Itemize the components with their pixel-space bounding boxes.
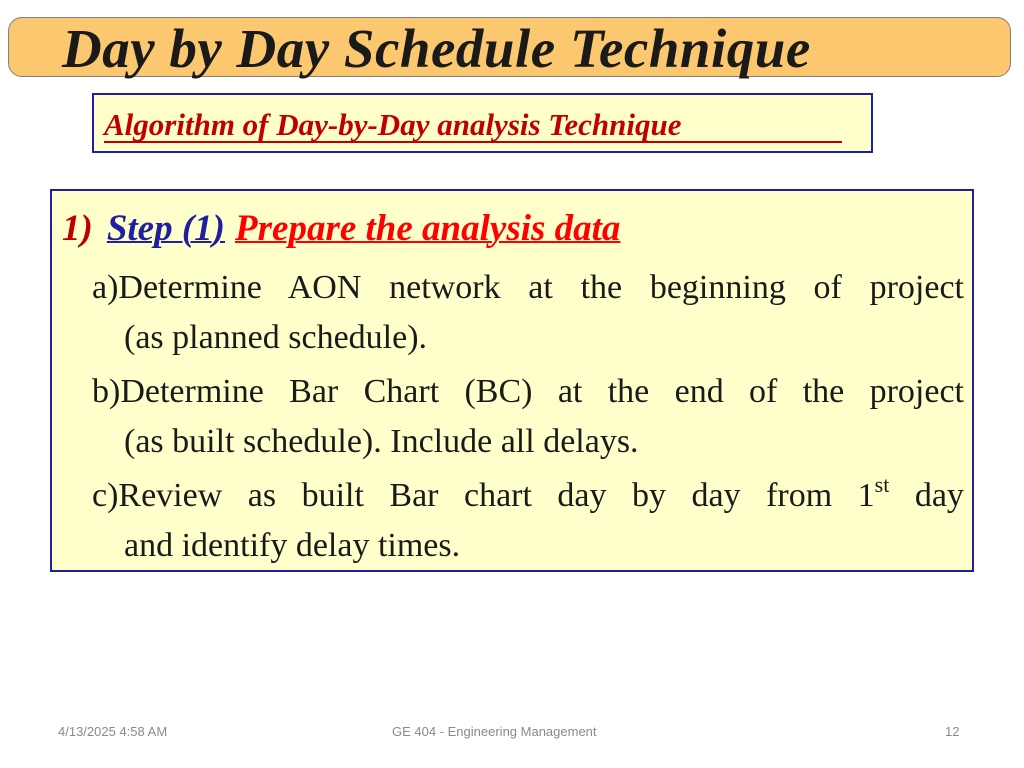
list-item-c [92, 471, 964, 571]
subtitle: Algorithm of Day-by-Day analysis Technique [104, 107, 682, 142]
item-c-word: day [557, 477, 607, 514]
item-a-line1: a)Determine AON network at the beginning of project [92, 269, 964, 306]
step-number: 1) [62, 208, 93, 249]
list-item-b [92, 367, 964, 467]
subtitle-box [92, 93, 873, 153]
item-c-word: as [247, 477, 277, 514]
footer-course: GE 404 - Engineering Management [392, 724, 597, 739]
item-c-word: from [766, 477, 833, 514]
step-description: Prepare the analysis data [235, 208, 621, 249]
item-c-word: built [301, 477, 364, 514]
slide-title: Day by Day Schedule Technique [62, 18, 811, 79]
content-box [50, 189, 974, 572]
item-c-word: chart [463, 477, 532, 514]
footer-page-number: 12 [945, 724, 960, 739]
item-a-line2: (as planned schedule). [124, 319, 428, 356]
item-c-line1 [92, 471, 964, 521]
subtitle-underline [104, 141, 842, 143]
item-c-word: by [632, 477, 666, 514]
item-c-word: day [691, 477, 741, 514]
step-label: Step (1) [106, 208, 226, 249]
item-c-word: c)Review [92, 477, 223, 514]
footer-date: 4/13/2025 4:58 AM [58, 724, 168, 739]
item-c-superscript: st [874, 472, 890, 497]
list-item-a [92, 263, 964, 363]
item-b-line2: (as built schedule). Include all delays. [124, 423, 639, 460]
item-b-line1: b)Determine Bar Chart (BC) at the end of the project [92, 373, 964, 410]
item-c-word: day [914, 477, 964, 514]
item-c-ordinal: 1st [857, 472, 890, 514]
item-c-line2: and identify delay times. [124, 527, 461, 564]
item-c-word: Bar [389, 477, 439, 514]
step-heading [62, 207, 620, 251]
